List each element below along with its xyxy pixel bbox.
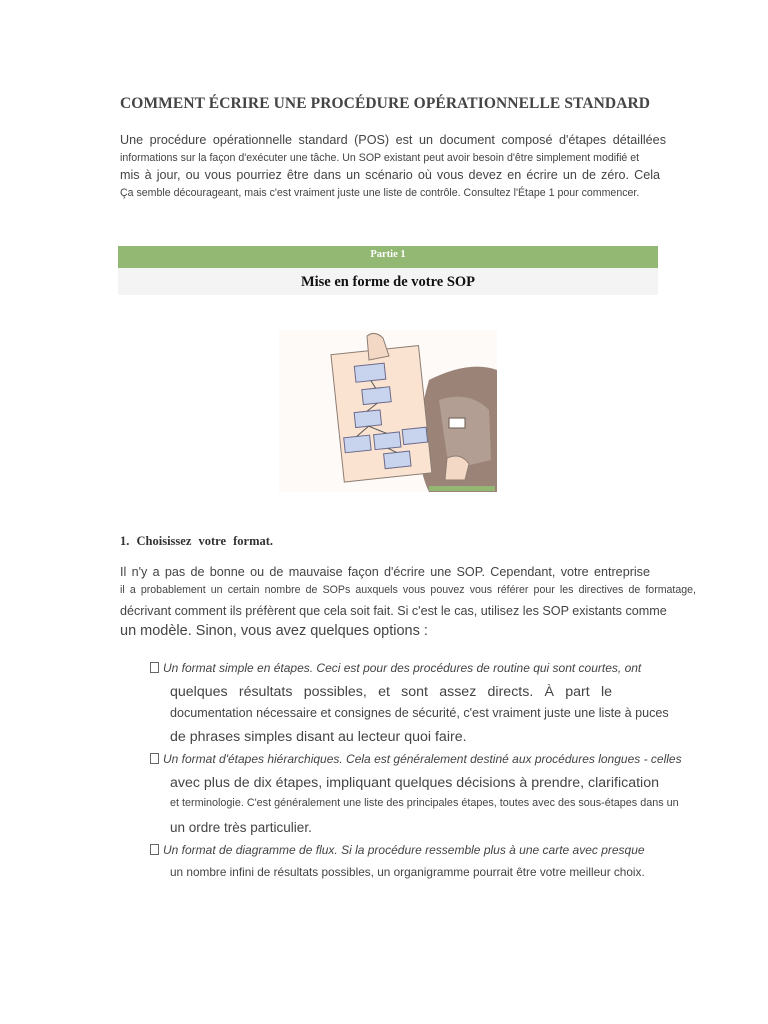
bullet-line: quelques résultats possibles, et sont assez directs. À part le bbox=[170, 684, 612, 700]
bullet-item bbox=[150, 752, 682, 766]
step-paragraph-line: décrivant comment ils préfèrent que cela soit fait. Si c'est le cas, utilisez les SOP existants comme bbox=[120, 604, 667, 618]
step-paragraph-line: Il n'y a pas de bonne ou de mauvaise façon d'écrire une SOP. Cependant, votre entreprise bbox=[120, 565, 650, 579]
intro-line: informations sur la façon d'exécuter une tâche. Un SOP existant peut avoir besoin d'être simplement modifié et bbox=[120, 152, 640, 164]
bullet-item bbox=[150, 661, 641, 675]
checkbox-glyph-icon bbox=[150, 844, 159, 855]
intro-line: Une procédure opérationnelle standard (POS) est un document composé d'étapes détaillées bbox=[120, 133, 666, 147]
checkbox-glyph-icon bbox=[150, 753, 159, 764]
bullet-lead: Un format simple en étapes. Ceci est pour des procédures de routine qui sont courtes, ont bbox=[163, 661, 642, 675]
flowchart-illustration bbox=[279, 330, 497, 492]
bullet-lead: Un format d'étapes hiérarchiques. Cela est généralement destiné aux procédures longues - celles bbox=[163, 752, 682, 766]
part-title: Mise en forme de votre SOP bbox=[118, 268, 658, 295]
bullet-line: un ordre très particulier. bbox=[170, 820, 312, 835]
bullet-line: et terminologie. C'est généralement une liste des principales étapes, toutes avec des sous-étapes dans un bbox=[170, 797, 679, 809]
checkbox-glyph-icon bbox=[150, 662, 159, 673]
page-title: COMMENT ÉCRIRE UNE PROCÉDURE OPÉRATIONNELLE STANDARD bbox=[120, 95, 651, 112]
intro-line: mis à jour, ou vous pourriez être dans un scénario où vous devez en écrire un de zéro. Cela bbox=[120, 168, 660, 182]
bullet-line: un nombre infini de résultats possibles, un organigramme pourrait être votre meilleur choix. bbox=[170, 865, 645, 879]
bullet-line: de phrases simples disant au lecteur quoi faire. bbox=[170, 729, 467, 745]
bullet-lead: Un format de diagramme de flux. Si la procédure ressemble plus à une carte avec presque bbox=[163, 843, 645, 857]
intro-line: Ça semble décourageant, mais c'est vraiment juste une liste de contrôle. Consultez l'Étape 1 pour commencer. bbox=[120, 187, 640, 199]
bullet-item bbox=[150, 843, 645, 857]
step-heading: 1. Choisissez votre format. bbox=[120, 534, 274, 548]
part-label-bar: Partie 1 bbox=[118, 246, 658, 268]
bullet-line: avec plus de dix étapes, impliquant quelques décisions à prendre, clarification bbox=[170, 775, 659, 791]
step-paragraph-line: un modèle. Sinon, vous avez quelques options : bbox=[120, 623, 428, 639]
step-paragraph-line: il a probablement un certain nombre de SOPs auxquels vous pouvez vous référer pour les directives de formatage, bbox=[120, 584, 696, 596]
bullet-line: documentation nécessaire et consignes de sécurité, c'est vraiment juste une liste à puces bbox=[170, 706, 669, 720]
